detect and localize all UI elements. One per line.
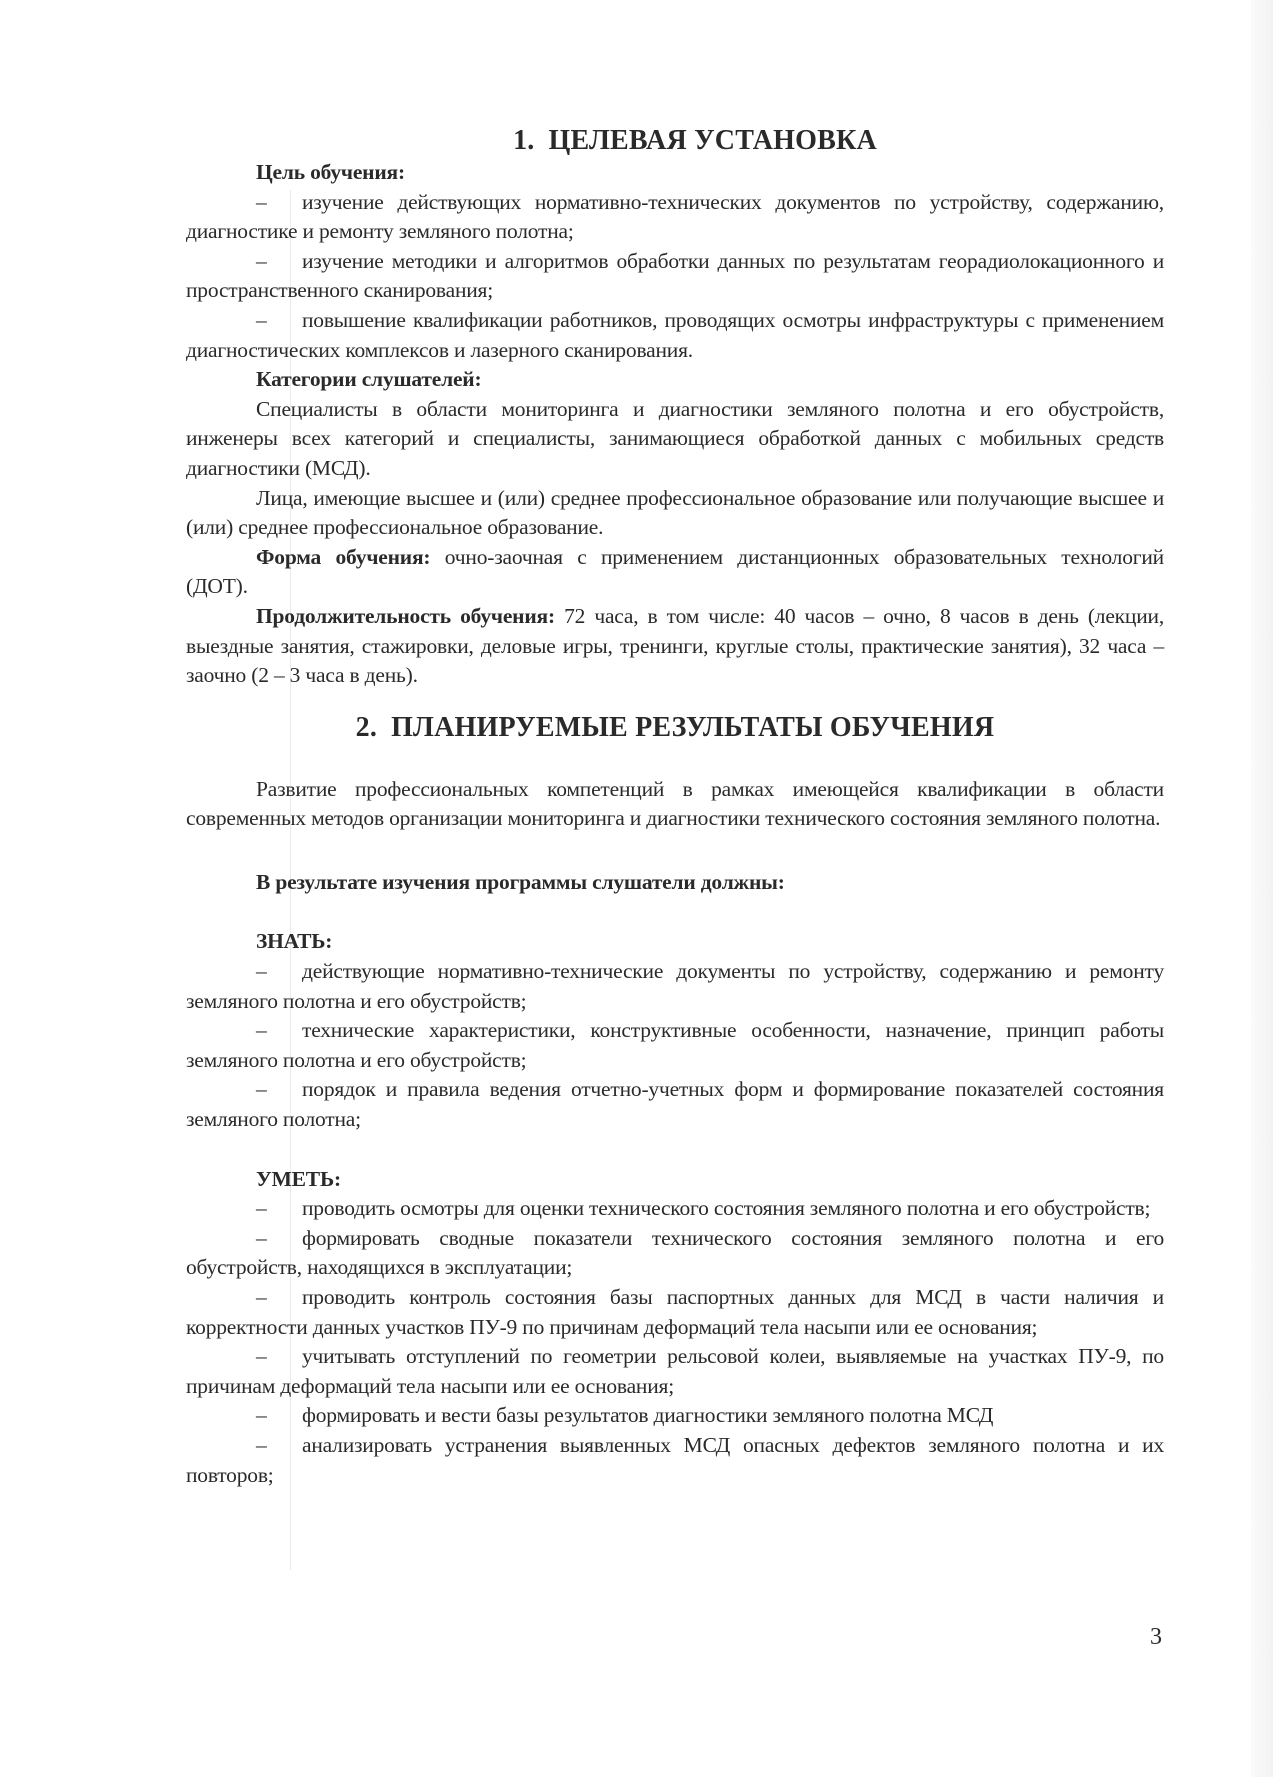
can-item: – учитывать отступлений по геометрии рельсовой колеи, выявляемые на участках ПУ-9, по причинам деформаций тела насыпи или ее основания; [186,1344,1164,1398]
dash-bullet: – [256,1077,267,1102]
section-2-title: ПЛАНИРУЕМЫЕ РЕЗУЛЬТАТЫ ОБУЧЕНИЯ [391,711,995,743]
can-label: УМЕТЬ: [256,1166,341,1191]
dash-bullet: – [256,1225,267,1250]
audience-paragraph: Специалисты в области мониторинга и диагностики земляного полотна и его обустройств, инженеры всех категорий и специалисты, занимающиеся обработкой данных с мобильных средств диагностики (МСД). [186,396,1164,480]
section-2-heading [186,711,1164,745]
section-1-number: 1. [513,125,535,156]
goal-item: – повышение квалификации работников, проводящих осмотры инфраструктуры с применением диагностических комплексов и лазерного сканирования. [186,307,1164,362]
form-label: Форма обучения: [256,544,431,569]
duration-paragraph [186,602,1164,691]
can-item: – проводить контроль состояния базы паспортных данных для МСД в части наличия и корректности данных участков ПУ-9 по причинам деформаций тела насыпи или ее основания; [186,1285,1164,1339]
dash-bullet: – [256,1285,267,1309]
can-item: – проводить осмотры для оценки технического состояния земляного полотна и его обустройств; [186,1194,1164,1224]
goal-item: – изучение методики и алгоритмов обработки данных по результатам георадиолокационного и пространственного сканирования; [186,248,1164,303]
know-label: ЗНАТЬ: [256,929,333,954]
form-paragraph [186,543,1164,602]
dash-bullet: – [256,189,267,214]
duration-label: Продолжительность обучения: [256,603,555,628]
dash-bullet: – [256,1344,267,1369]
dash-bullet: – [256,248,267,273]
dash-bullet: – [256,307,267,332]
audience-paragraph: Лица, имеющие высшее и (или) среднее профессиональное образование или получающие высшее и (или) среднее профессиональное образование. [186,485,1164,540]
know-item: – технические характеристики, конструктивные особенности, назначение, принцип работы земляного полотна и его обустройств; [186,1018,1164,1072]
section-2-intro: Развитие профессиональных компетенций в рамках имеющейся квалификации в области современных методов организации мониторинга и диагностики технического состояния земляного полотна. [186,776,1164,831]
section-1-heading [226,124,1164,158]
dash-bullet: – [256,1432,267,1457]
document-page [186,124,1164,1490]
can-item: – анализировать устранения выявленных МСД опасных дефектов земляного полотна и их повторов; [186,1432,1164,1487]
can-item: – формировать сводные показатели технического состояния земляного полотна и его обустройств, находящихся в эксплуатации; [186,1225,1164,1280]
outcomes-heading: В результате изучения программы слушатели должны: [256,869,785,894]
audience-label: Категории слушателей: [256,367,482,392]
dash-bullet: – [256,959,267,984]
form-text: очно-заочная с применением дистанционных образовательных технологий (ДОТ). [186,544,1164,599]
dash-bullet: – [256,1196,267,1221]
duration-text: 72 часа, в том числе: 40 часов – очно, 8 часов в день (лекции, выездные занятия, стажировки, деловые игры, тренинги, круглые столы, практические занятия), 32 часа – заочно (2 – 3 часа в день). [186,603,1164,688]
goal-label: Цель обучения: [256,160,405,184]
can-item: – формировать и вести базы результатов диагностики земляного полотна МСД [186,1401,1164,1431]
section-2-number: 2. [355,711,378,743]
know-item: – порядок и правила ведения отчетно-учетных форм и формирование показателей состояния земляного полотна; [186,1077,1164,1132]
section-1-title: ЦЕЛЕВАЯ УСТАНОВКА [548,125,877,156]
goal-item: – изучение действующих нормативно-технических документов по устройству, содержанию, диагностике и ремонту земляного полотна; [186,189,1164,244]
scan-edge [1251,0,1273,1777]
page-number: 3 [1150,1624,1162,1650]
know-item: – действующие нормативно-технические документы по устройству, содержанию и ремонту земляного полотна и его обустройств; [186,959,1164,1013]
dash-bullet: – [256,1403,267,1428]
dash-bullet: – [256,1018,267,1043]
